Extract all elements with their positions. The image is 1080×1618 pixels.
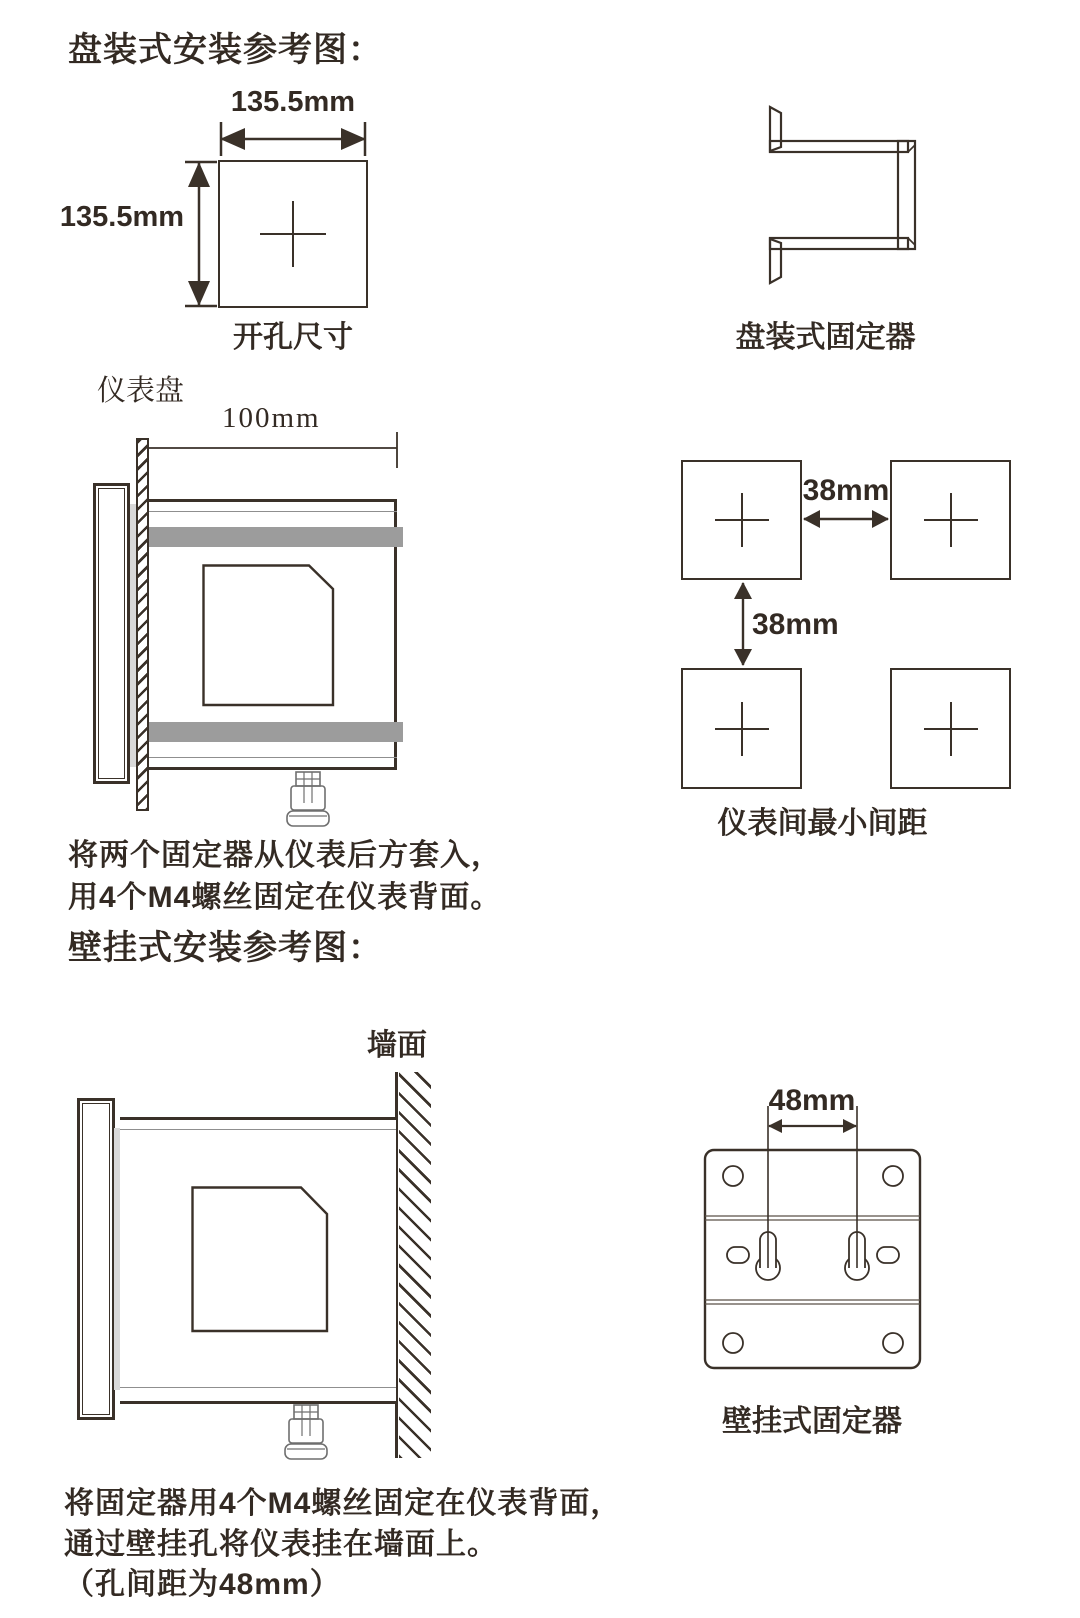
body-top-seam-line	[149, 511, 397, 512]
cross-mark-icon	[924, 493, 978, 547]
horizontal-spacing-label: 38mm	[802, 474, 890, 507]
cross-mark-icon	[715, 493, 769, 547]
panel-hatch-strip	[136, 438, 149, 811]
cable-gland-wall-icon	[283, 1404, 329, 1462]
cable-gland-icon	[285, 771, 331, 829]
wall-label: 墙面	[367, 1029, 427, 1062]
terminal-cover-outline-icon	[202, 564, 335, 707]
terminal-cover-outline-wall-icon	[191, 1186, 329, 1333]
cross-mark-icon	[260, 201, 326, 267]
panel-note-line2: 用4个M4螺丝固定在仪表背面。	[68, 881, 502, 914]
wall-note-line2: 通过壁挂孔将仪表挂在墙面上。	[64, 1528, 498, 1561]
instrument-front-bezel	[93, 483, 130, 784]
cross-mark-icon	[924, 702, 978, 756]
instrument-square-top-left	[681, 460, 802, 580]
cutout-width-dimension-label: 135.5mm	[230, 86, 356, 118]
fixer-bar-top	[149, 527, 403, 547]
wall-hatch	[399, 1072, 431, 1458]
body-bottom-seam-line	[149, 757, 397, 758]
wall-fixer-caption: 壁挂式固定器	[722, 1405, 902, 1438]
instrument-square-top-right	[890, 460, 1011, 580]
vertical-spacing-label: 38mm	[752, 608, 839, 641]
horizontal-spacing-arrow-icon	[802, 504, 890, 534]
spacing-caption: 仪表间最小间距	[717, 807, 928, 840]
instrument-front-bezel-wall	[77, 1098, 115, 1420]
instrument-square-bottom-left	[681, 668, 802, 789]
wall-body-top-seam-line	[120, 1129, 396, 1130]
panel-fixer-caption: 盘装式固定器	[735, 321, 916, 354]
wall-section-title: 壁挂式安装参考图：	[68, 929, 383, 967]
cutout-square	[218, 160, 368, 308]
panel-section-title: 盘装式安装参考图：	[68, 31, 383, 69]
panel-note-line1: 将两个固定器从仪表后方套入，	[68, 839, 502, 872]
horizontal-dimension-arrow-icon	[218, 120, 368, 158]
panel-fixer-bracket-icon	[752, 95, 937, 295]
cutout-caption: 开孔尺寸	[233, 321, 353, 354]
wall-note-line3: （孔间距为48mm）	[64, 1568, 341, 1601]
fixer-bar-bottom	[149, 722, 403, 742]
depth-dimension-label: 100mm	[222, 402, 321, 434]
wall-body-bottom-seam-line	[120, 1387, 396, 1388]
wall-fixer-plate-icon	[700, 1082, 930, 1374]
depth-dimension-line-icon	[149, 430, 401, 470]
hole-spacing-label: 48mm	[768, 1084, 856, 1117]
instrument-square-bottom-right	[890, 668, 1011, 789]
instrument-panel-label: 仪表盘	[97, 375, 185, 407]
wall-note-line1: 将固定器用4个M4螺丝固定在仪表背面，	[64, 1487, 622, 1520]
vertical-dimension-arrow-icon	[181, 160, 217, 308]
cross-mark-icon	[715, 702, 769, 756]
cutout-height-dimension-label: 135.5mm	[59, 201, 185, 233]
